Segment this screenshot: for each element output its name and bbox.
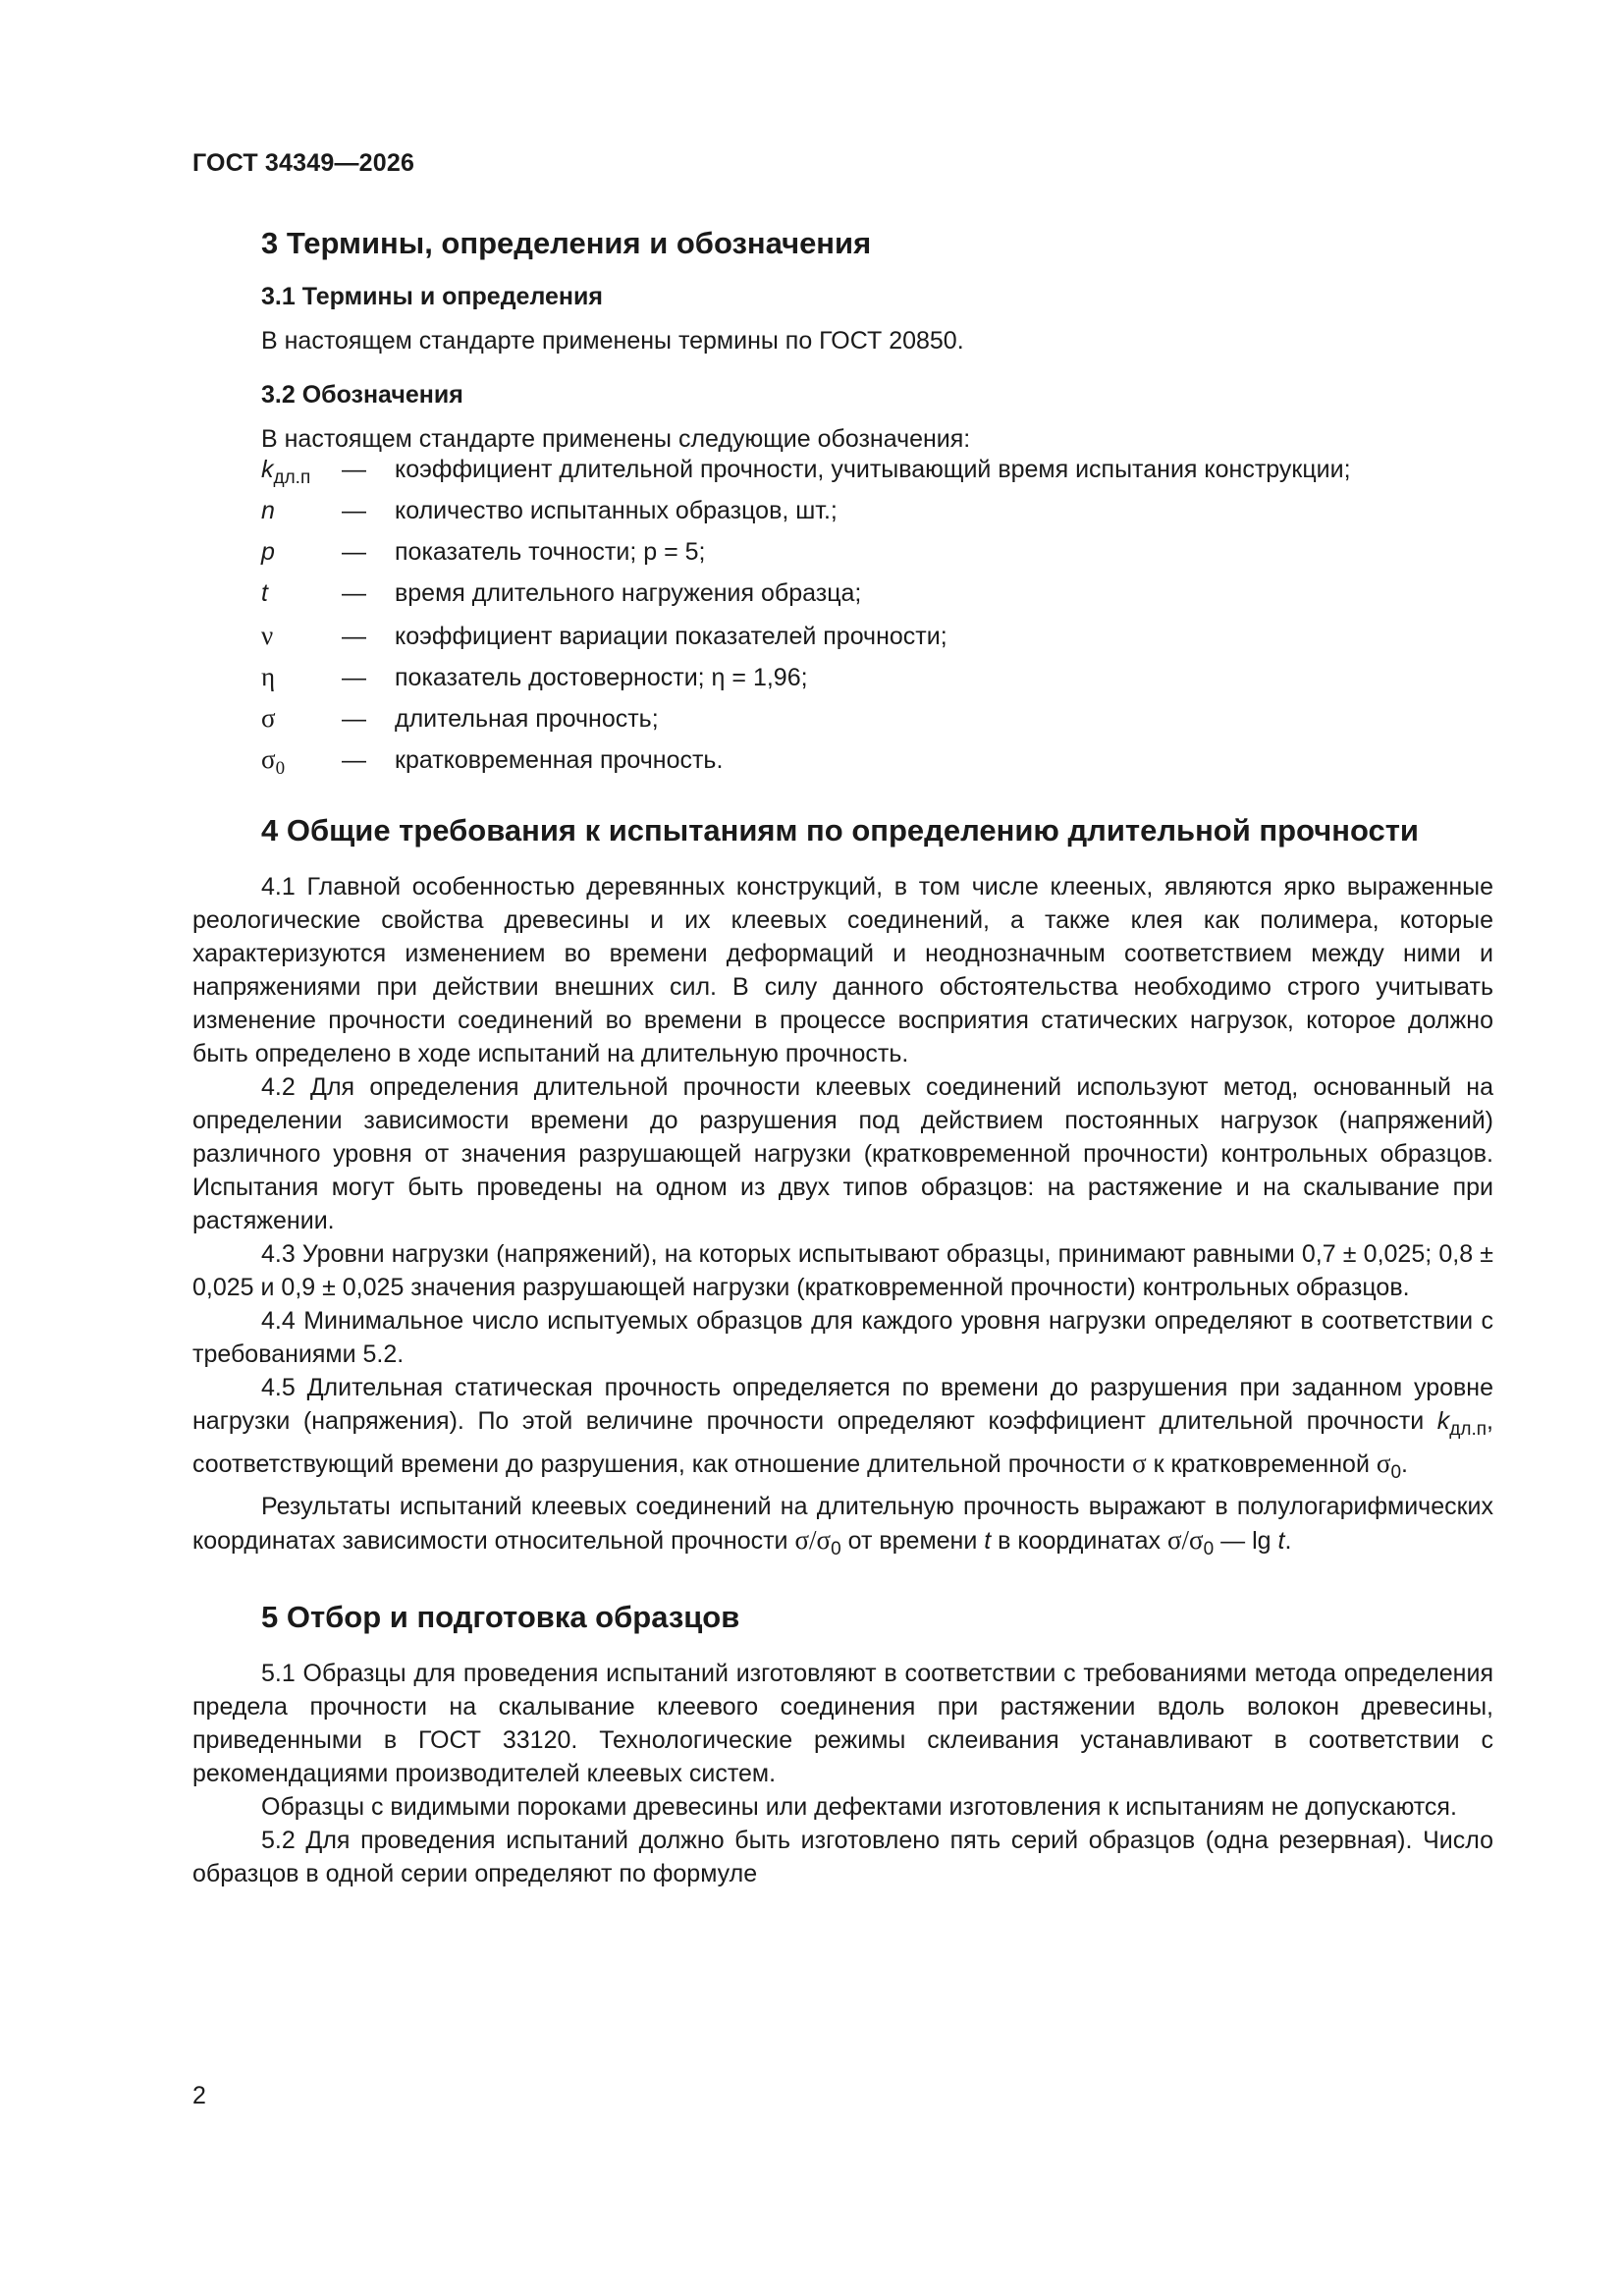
section-5-title: 5 Отбор и подготовка образцов xyxy=(261,1600,740,1634)
paragraph-5-1: 5.1 Образцы для проведения испытаний изготовляют в соответствии с требованиями метода определения предела прочности на скалывание клеевого соединения при растяжении вдоль волокон древесины, приведенными в ГОСТ 33120. Технологические режимы склеивания устанавливают в соответствии с рекомендациями производителей клеевых систем. xyxy=(192,1660,1493,1787)
section-3-1-text: В настоящем стандарте применены термины по ГОСТ 20850. xyxy=(261,327,964,355)
symbol-description: коэффициент вариации показателей прочности; xyxy=(395,623,947,650)
page-number: 2 xyxy=(192,2082,206,2109)
symbol-dash: — xyxy=(342,456,366,483)
section-3-1-title: 3.1 Термины и определения xyxy=(261,283,603,310)
symbol-description: коэффициент длительной прочности, учитывающий время испытания конструкции; xyxy=(395,456,1351,483)
symbol: p xyxy=(261,538,275,566)
paragraph-5-1-defects: Образцы с видимыми пороками древесины или дефектами изготовления к испытаниям не допускаются. xyxy=(261,1793,1457,1821)
symbol-row xyxy=(261,579,1493,621)
symbol-row xyxy=(261,456,1493,497)
symbol-description: показатель достоверности; η = 1,96; xyxy=(395,664,808,691)
symbol: σ xyxy=(261,703,276,733)
symbol-dash: — xyxy=(342,579,366,607)
paragraph-4-5: 4.5 Длительная статическая прочность определяется по времени до разрушения при заданном уровне нагрузки (напряжения). По этой величине прочности определяют коэффициент длительной прочности $k_{дл.п}$, соответствующий времени до разрушения, как отношение длительной прочности σ к кратковременной $\sigma_0$. xyxy=(192,1374,1493,1483)
symbol-description: кратковременная прочность. xyxy=(395,746,724,774)
symbol: $k_{дл.п}$ xyxy=(261,456,311,488)
symbol-dash: — xyxy=(342,746,366,774)
symbols-list xyxy=(192,456,1493,786)
section-4-title: 4 Общие требования к испытаниям по определению длительной прочности xyxy=(261,813,1419,847)
symbol: η xyxy=(261,662,276,691)
symbol: ν xyxy=(261,621,274,650)
paragraph-4-results: Результаты испытаний клеевых соединений на длительную прочность выражают в полулогарифмических координатах зависимости относительной прочности $\sigma/\sigma_0$ от времени t в координатах $\sigma/\sigma_0$ — lg t. xyxy=(192,1493,1493,1559)
section-3-title: 3 Термины, определения и обозначения xyxy=(261,226,872,260)
section-3-2-intro: В настоящем стандарте применены следующие обозначения: xyxy=(261,425,971,453)
symbol-dash: — xyxy=(342,623,366,650)
paragraph-4-1: 4.1 Главной особенностью деревянных конструкций, в том числе клееных, являются ярко выраженные реологические свойства древесины и их клеевых соединений, а также клея как полимера, которые характеризуются изменением во времени деформаций и неоднозначным соответствием между ними и напряжениями при действии внешних сил. В силу данного обстоятельства необходимо строго учитывать изменение прочности соединений во времени в процессе восприятия статических нагрузок, которое должно быть определено в ходе испытаний на длительную прочность. xyxy=(192,873,1493,1067)
paragraph-4-4: 4.4 Минимальное число испытуемых образцов для каждого уровня нагрузки определяют в соответствии с требованиями 5.2. xyxy=(192,1307,1493,1368)
paragraph-4-3: 4.3 Уровни нагрузки (напряжений), на которых испытывают образцы, принимают равными 0,7 ± 0,025; 0,8 ± 0,025 и 0,9 ± 0,025 значения разрушающей нагрузки (кратковременной прочности) контрольных образцов. xyxy=(192,1240,1493,1301)
symbol-row xyxy=(261,744,1493,786)
section-3-2-title: 3.2 Обозначения xyxy=(261,381,463,409)
symbol-description: длительная прочность; xyxy=(395,705,659,733)
symbol-dash: — xyxy=(342,705,366,733)
symbol-row xyxy=(261,538,1493,579)
symbol-row xyxy=(261,497,1493,538)
symbol-description: количество испытанных образцов, шт.; xyxy=(395,497,838,524)
symbol: n xyxy=(261,497,275,524)
symbol: t xyxy=(261,579,268,607)
symbol: $\sigma_0$ xyxy=(261,744,286,779)
symbol-row xyxy=(261,703,1493,744)
symbol-dash: — xyxy=(342,664,366,691)
symbol-dash: — xyxy=(342,538,366,566)
document-id: ГОСТ 34349—2026 xyxy=(192,149,415,177)
symbol-row xyxy=(261,621,1493,662)
page-content xyxy=(192,222,1493,1890)
symbol-description: показатель точности; p = 5; xyxy=(395,538,706,566)
paragraph-4-2: 4.2 Для определения длительной прочности клеевых соединений используют метод, основанный на определении зависимости времени до разрушения под действием постоянных нагрузок (напряжений) различного уровня от значения разрушающей нагрузки (кратковременной прочности) контрольных образцов. Испытания могут быть проведены на одном из двух типов образцов: на растяжение и на скалывание при растяжении. xyxy=(192,1073,1493,1234)
symbol-row xyxy=(261,662,1493,703)
paragraph-5-2: 5.2 Для проведения испытаний должно быть изготовлено пять серий образцов (одна резервная). Число образцов в одной серии определяют по формуле xyxy=(192,1827,1493,1887)
symbol-description: время длительного нагружения образца; xyxy=(395,579,862,607)
symbol-dash: — xyxy=(342,497,366,524)
